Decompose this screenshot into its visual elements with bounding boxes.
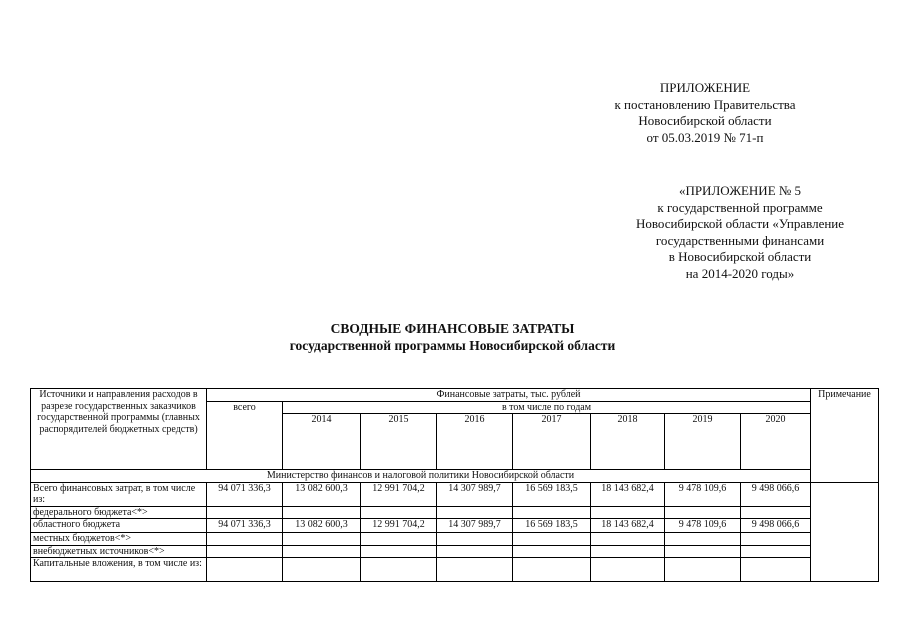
note-cell bbox=[811, 482, 879, 582]
financial-costs-table bbox=[30, 388, 879, 582]
header-year: 2015 bbox=[361, 414, 437, 470]
row-value bbox=[513, 558, 591, 582]
row-total: 94 071 336,3 bbox=[207, 482, 283, 506]
appendix-line: государственными финансами bbox=[655, 232, 825, 248]
header-year: 2017 bbox=[513, 414, 591, 470]
row-total bbox=[207, 506, 283, 519]
header-year: 2016 bbox=[437, 414, 513, 470]
row-value: 9 498 066,6 bbox=[741, 519, 811, 533]
row-label: внебюджетных источников<*> bbox=[31, 545, 207, 558]
table-row bbox=[31, 545, 879, 558]
row-value bbox=[591, 506, 665, 519]
row-value bbox=[513, 533, 591, 546]
row-value bbox=[591, 545, 665, 558]
row-value: 18 143 682,4 bbox=[591, 519, 665, 533]
table-row bbox=[31, 482, 879, 506]
row-value: 12 991 704,2 bbox=[361, 482, 437, 506]
row-value bbox=[741, 533, 811, 546]
row-value: 16 569 183,5 bbox=[513, 519, 591, 533]
header-source-cell: Источники и направления расходов в разрезе государственных заказчиков государственной программы (главных распорядителей бюджетных средств) bbox=[31, 389, 207, 470]
header-by-year: в том числе по годам bbox=[283, 401, 811, 414]
row-value bbox=[361, 533, 437, 546]
appendix-line: от 05.03.2019 № 71-п bbox=[646, 129, 764, 145]
row-value: 14 307 989,7 bbox=[437, 482, 513, 506]
row-value bbox=[361, 545, 437, 558]
appendix-line: к постановлению Правительства bbox=[614, 96, 796, 112]
table-row bbox=[31, 558, 879, 582]
appendix-line: на 2014-2020 годы» bbox=[685, 265, 795, 281]
document-subtitle: государственной программы Новосибирской области bbox=[289, 338, 616, 353]
row-value: 13 082 600,3 bbox=[283, 482, 361, 506]
document-title: СВОДНЫЕ ФИНАНСОВЫЕ ЗАТРАТЫ bbox=[330, 321, 575, 336]
row-value: 9 498 066,6 bbox=[741, 482, 811, 506]
appendix-line: в Новосибирской области bbox=[668, 249, 812, 264]
appendix-line: ПРИЛОЖЕНИЕ bbox=[659, 80, 751, 95]
appendix-line: к государственной программе bbox=[657, 199, 823, 215]
row-value bbox=[361, 506, 437, 519]
row-value bbox=[591, 558, 665, 582]
row-value bbox=[665, 533, 741, 546]
row-value bbox=[591, 533, 665, 546]
row-value bbox=[665, 506, 741, 519]
row-total bbox=[207, 545, 283, 558]
table-row bbox=[31, 533, 879, 546]
row-value bbox=[741, 506, 811, 519]
appendix-line: Новосибирской области bbox=[638, 113, 772, 128]
row-label: Всего финансовых затрат, в том числе из: bbox=[31, 482, 207, 506]
row-value bbox=[283, 506, 361, 519]
row-label: федерального бюджета<*> bbox=[31, 506, 207, 519]
row-value bbox=[437, 533, 513, 546]
row-value bbox=[741, 545, 811, 558]
header-year: 2019 bbox=[665, 414, 741, 470]
row-label: местных бюджетов<*> bbox=[31, 533, 207, 546]
row-value: 14 307 989,7 bbox=[437, 519, 513, 533]
row-value: 18 143 682,4 bbox=[591, 482, 665, 506]
row-value bbox=[513, 545, 591, 558]
row-value bbox=[283, 545, 361, 558]
appendix-line: Новосибирской области «Управление bbox=[635, 216, 845, 231]
row-value bbox=[665, 545, 741, 558]
table-row bbox=[31, 506, 879, 519]
row-value bbox=[437, 545, 513, 558]
row-total: 94 071 336,3 bbox=[207, 519, 283, 533]
section-title-row: Министерство финансов и налоговой политики Новосибирской области bbox=[31, 470, 811, 483]
row-label: Капитальные вложения, в том числе из: bbox=[31, 558, 207, 582]
row-value: 12 991 704,2 bbox=[361, 519, 437, 533]
header-total: всего bbox=[207, 401, 283, 470]
row-value bbox=[437, 506, 513, 519]
table-row bbox=[31, 519, 879, 533]
row-value bbox=[283, 533, 361, 546]
row-value: 16 569 183,5 bbox=[513, 482, 591, 506]
row-value: 9 478 109,6 bbox=[665, 519, 741, 533]
header-financial-costs: Финансовые затраты, тыс. рублей bbox=[207, 389, 811, 402]
header-note: Примечание bbox=[811, 389, 879, 483]
header-year: 2020 bbox=[741, 414, 811, 470]
header-year: 2018 bbox=[591, 414, 665, 470]
row-value bbox=[361, 558, 437, 582]
row-label: областного бюджета bbox=[31, 519, 207, 533]
row-value bbox=[437, 558, 513, 582]
appendix-line: «ПРИЛОЖЕНИЕ № 5 bbox=[678, 183, 802, 198]
row-value bbox=[741, 558, 811, 582]
row-total bbox=[207, 558, 283, 582]
row-value bbox=[665, 558, 741, 582]
program-appendix-header bbox=[575, 183, 905, 282]
row-value bbox=[283, 558, 361, 582]
row-value: 13 082 600,3 bbox=[283, 519, 361, 533]
header-year: 2014 bbox=[283, 414, 361, 470]
row-value: 9 478 109,6 bbox=[665, 482, 741, 506]
appendix-header bbox=[580, 80, 830, 146]
row-value bbox=[513, 506, 591, 519]
row-total bbox=[207, 533, 283, 546]
